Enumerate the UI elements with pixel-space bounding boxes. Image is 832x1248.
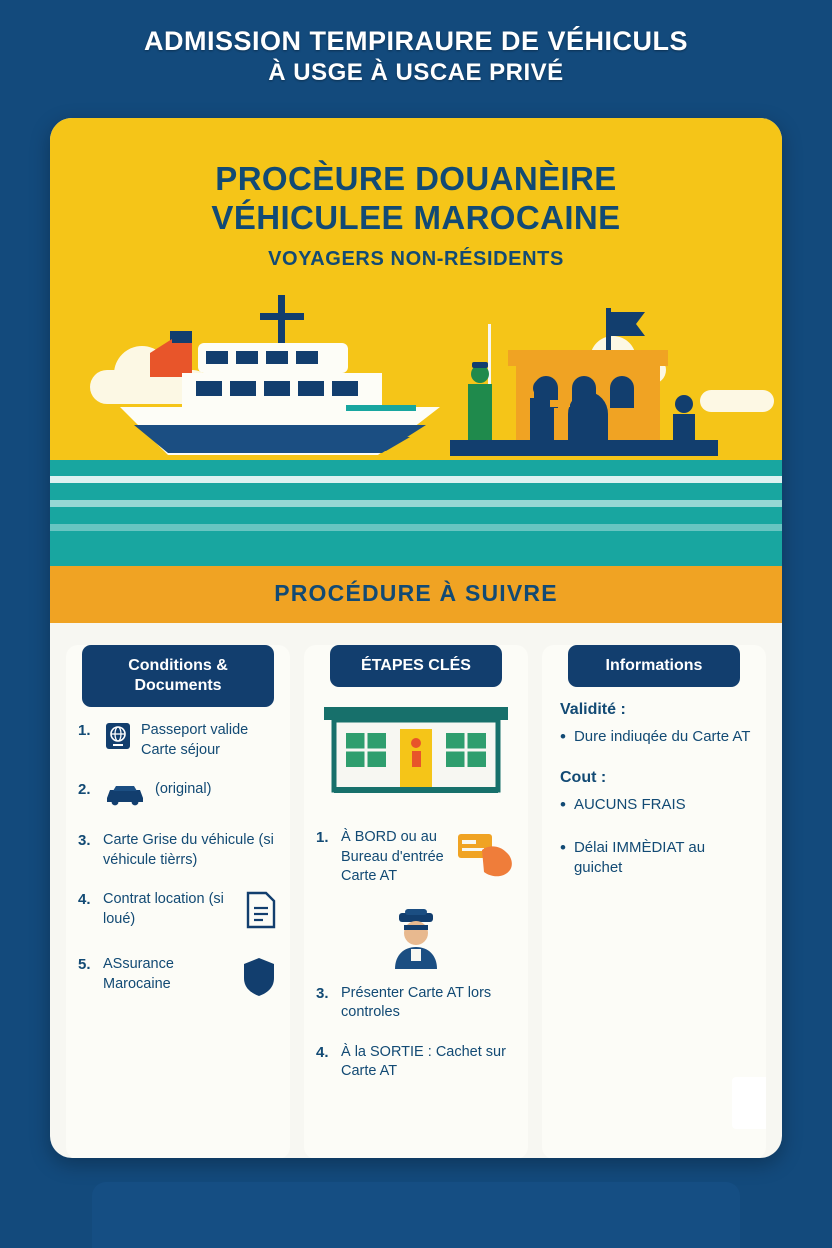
- info-text: Délai IMMÈDIAT au guichet: [573, 838, 706, 876]
- hero-title-line2: VÉHICULEE MAROCAINE: [211, 198, 621, 236]
- item-text: Passeport valide Carte séjour: [141, 722, 249, 758]
- column-informations-title: Informations: [568, 645, 740, 687]
- list-item: [316, 984, 516, 1023]
- item-number: 1.: [316, 829, 329, 846]
- bullet-marker: •: [560, 837, 566, 857]
- column-informations: [542, 645, 766, 1158]
- header-title-line2: À USGE À USCAE PRIVÉ: [268, 59, 564, 87]
- info-text: AUCUNS FRAIS: [573, 796, 686, 814]
- item-text: Présenter Carte AT lors controles: [341, 984, 492, 1021]
- list-item: [78, 780, 278, 811]
- customs-booth-icon: [314, 701, 518, 806]
- page-edge-marker: [732, 1077, 766, 1129]
- info-bullet-row: [560, 795, 752, 815]
- list-item: [316, 1043, 516, 1082]
- list-item: [78, 721, 278, 760]
- ferry-ship-icon: [110, 287, 470, 482]
- procedure-banner-label: PROCÉDURE À SUIVRE: [274, 580, 558, 606]
- list-item: [78, 955, 278, 1004]
- passport-globe-icon: [103, 721, 133, 756]
- item-text: À la SORTIE : Cachet sur Carte AT: [341, 1043, 506, 1080]
- hero-title-line1: PROCÈURE DOUANÈIRE: [215, 160, 617, 197]
- info-block-cost: [560, 769, 752, 815]
- car-icon: [103, 780, 147, 811]
- poster-header: [0, 0, 832, 103]
- info-block-validity: [560, 701, 752, 747]
- info-text: Dure indiuqée du Carte AT: [573, 728, 751, 745]
- item-number: 4.: [78, 891, 91, 909]
- item-number: 3.: [316, 984, 329, 1002]
- item-text: ASsurance Marocaine: [103, 956, 174, 992]
- document-icon: [244, 890, 278, 935]
- item-text: Carte Grise du véhicule (si véhicule tièrrs): [103, 832, 274, 868]
- columns-container: [50, 623, 782, 1158]
- column-conditions-title: Conditions & Documents: [82, 645, 274, 707]
- procedure-banner: [50, 566, 782, 623]
- column-steps: [304, 645, 528, 1158]
- column-conditions: [66, 645, 290, 1158]
- bullet-marker: •: [560, 727, 566, 746]
- hero-section: [50, 118, 782, 566]
- list-item: [78, 831, 278, 870]
- item-number: 1.: [78, 722, 91, 739]
- wave-line: [50, 500, 782, 507]
- header-title-line1: ADMISSION TEMPIRAURE DE VÉHICULS: [143, 26, 689, 56]
- item-number: 2.: [78, 781, 91, 799]
- item-number: 3.: [78, 832, 91, 850]
- wave-line: [50, 524, 782, 531]
- info-block-delay: [560, 838, 752, 879]
- item-text: (original): [155, 781, 212, 798]
- content-card: [50, 118, 782, 1158]
- hero-subtitle: VOYAGERS NON-RÉSIDENTS: [268, 247, 564, 270]
- item-text: Contrat location (si loué): [103, 891, 224, 927]
- hand-card-icon: [456, 828, 516, 885]
- hero-title-group: [50, 118, 782, 271]
- info-bullet-row: [560, 838, 752, 879]
- shield-icon: [240, 955, 278, 1004]
- list-item: [78, 890, 278, 935]
- bullet-marker: •: [560, 795, 566, 815]
- info-bullet-row: [560, 727, 752, 747]
- port-building-icon: [430, 302, 730, 482]
- item-number: 4.: [316, 1043, 329, 1061]
- column-steps-title: ÉTAPES CLÉS: [330, 645, 502, 687]
- info-label: Validité :: [560, 701, 626, 718]
- list-item: [316, 828, 516, 887]
- item-text: À BORD ou au Bureau d'entrée Carte AT: [341, 829, 444, 885]
- police-officer-icon: [314, 907, 518, 974]
- poster-base-plate: [92, 1182, 740, 1248]
- info-label: Cout :: [560, 769, 607, 787]
- item-number: 5.: [78, 956, 91, 974]
